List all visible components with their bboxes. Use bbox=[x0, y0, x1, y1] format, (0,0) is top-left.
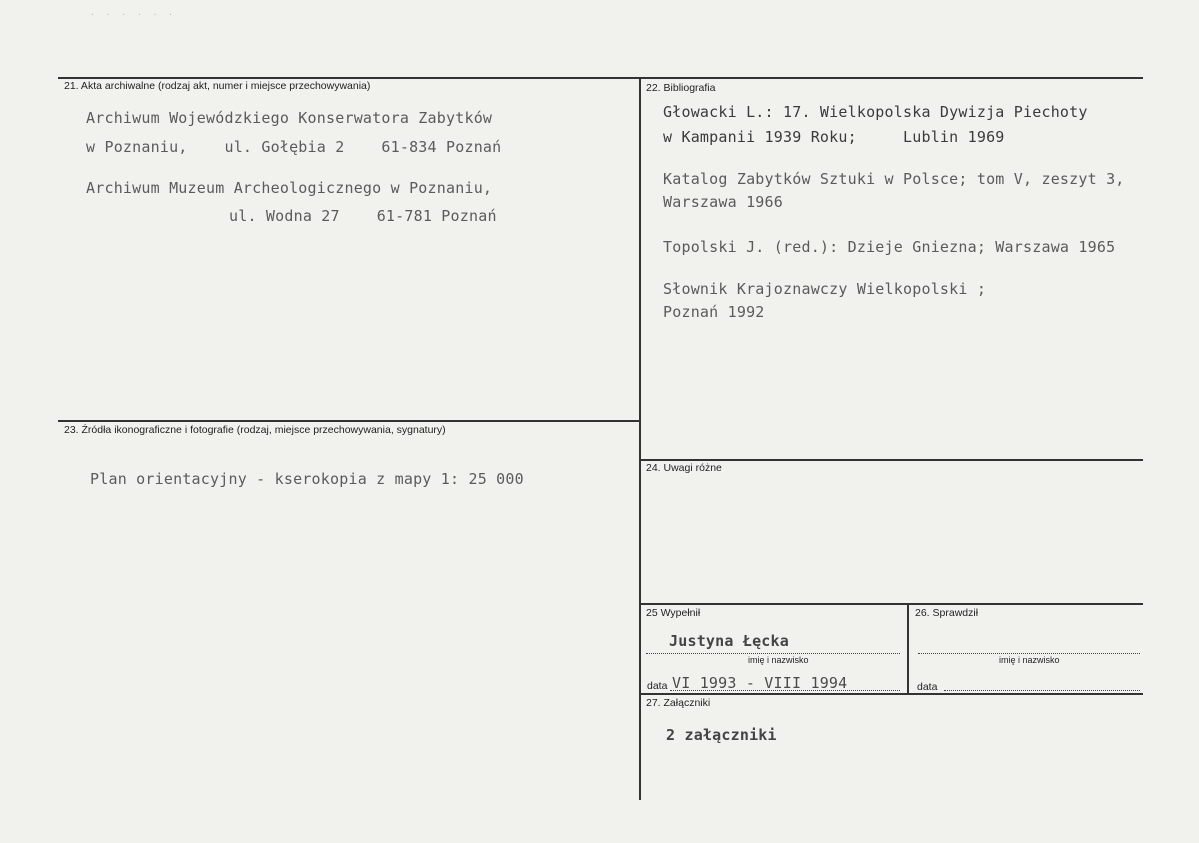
top-rule bbox=[58, 77, 1143, 79]
filled-by-name-line bbox=[646, 653, 900, 654]
center-divider bbox=[639, 77, 641, 800]
section-23-label: 23. Źródła ikonograficzne i fotografie (rodzaj, miejsce przechowywania, sygnatury) bbox=[64, 424, 446, 436]
section-27-label: 27. Załączniki bbox=[646, 697, 711, 709]
section-22-line-2: w Kampanii 1939 Roku; Lublin 1969 bbox=[663, 128, 1005, 146]
section-22-label: 22. Bibliografia bbox=[646, 82, 716, 94]
section-21-line-3: Archiwum Muzeum Archeologicznego w Poznaniu, bbox=[86, 179, 493, 197]
section-27-rule bbox=[640, 693, 1143, 695]
section-22-line-7: Poznań 1992 bbox=[663, 303, 765, 321]
filled-by-name-caption: imię i nazwisko bbox=[748, 655, 809, 665]
checked-by-name-caption: imię i nazwisko bbox=[999, 655, 1060, 665]
section-21-line-2: w Poznaniu, ul. Gołębia 2 61-834 Poznań bbox=[86, 138, 502, 156]
filled-by-date-value: VI 1993 - VIII 1994 bbox=[672, 674, 848, 692]
section-26-label: 26. Sprawdził bbox=[915, 607, 979, 619]
section-22-line-6: Słownik Krajoznawczy Wielkopolski ; bbox=[663, 280, 987, 298]
section-24-rule bbox=[640, 459, 1143, 461]
section-25-label: 25 Wypełnił bbox=[646, 607, 701, 619]
section-25-rule bbox=[640, 603, 1143, 605]
filled-by-date-line bbox=[670, 690, 900, 691]
checked-by-date-label: data bbox=[917, 681, 938, 693]
attachments-value: 2 załączniki bbox=[666, 726, 777, 744]
section-25-26-divider bbox=[907, 603, 909, 693]
section-23-line-1: Plan orientacyjny - kserokopia z mapy 1: 25 000 bbox=[90, 470, 524, 488]
section-22-line-4: Warszawa 1966 bbox=[663, 193, 783, 211]
section-24-label: 24. Uwagi różne bbox=[646, 462, 722, 474]
section-22-line-5: Topolski J. (red.): Dzieje Gniezna; Warszawa 1965 bbox=[663, 238, 1116, 256]
checked-by-name-line bbox=[918, 653, 1140, 654]
scan-mark: · · · · · · bbox=[90, 10, 176, 19]
section-22-line-1: Głowacki L.: 17. Wielkopolska Dywizja Piechoty bbox=[663, 103, 1088, 121]
section-22-line-3: Katalog Zabytków Sztuki w Polsce; tom V, zeszyt 3, bbox=[663, 170, 1125, 188]
section-23-rule bbox=[58, 420, 640, 422]
filled-by-date-label: data bbox=[647, 680, 668, 692]
section-21-line-4: ul. Wodna 27 61-781 Poznań bbox=[229, 207, 497, 225]
section-21-label: 21. Akta archiwalne (rodzaj akt, numer i miejsce przechowywania) bbox=[64, 80, 371, 92]
section-21-line-1: Archiwum Wojewódzkiego Konserwatora Zabytków bbox=[86, 109, 493, 127]
filled-by-name: Justyna Łęcka bbox=[669, 632, 789, 650]
checked-by-date-line bbox=[944, 690, 1140, 691]
